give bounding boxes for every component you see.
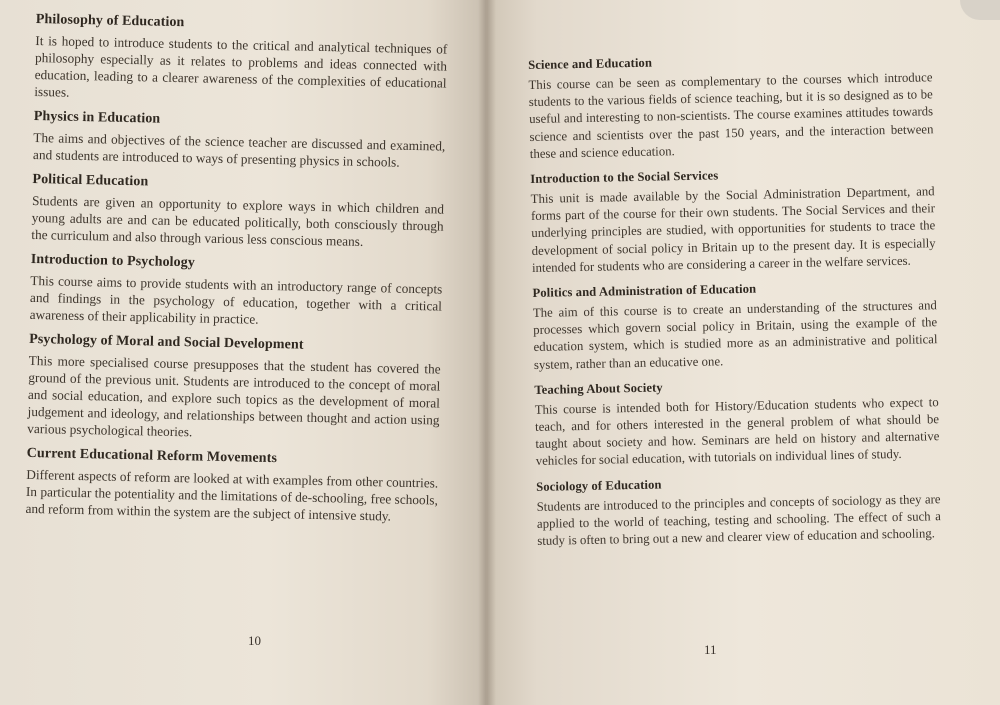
course-section (536, 472, 941, 550)
course-heading: Politics and Administration of Education (532, 281, 757, 300)
course-description: This course aims to provide students with an introductory range of concepts and findings in the psychology of education, together with a critical awareness of their applicability in practice. (29, 272, 443, 327)
left-page-content (25, 12, 448, 535)
course-description: The aim of this course is to create an understanding of the structures and processes which govern social policy in Britain, using the example of the education system, which is studied more as an administrative and political system, rather than an educative one. (532, 298, 938, 372)
course-description: It is hoped to introduce students to the critical and analytical techniques of philosophy especially as it relates to problems and ideas connected with education, leading to a clearer awareness of the complexities of educational issues. (34, 32, 448, 100)
course-heading: Physics in Education (33, 108, 161, 127)
course-heading: Introduction to the Social Services (530, 168, 719, 186)
course-description: Different aspects of reform are looked at with examples from other countries. In particular the potentiality and the limitations of de-schooling, free schools, and reform from within the system are the subject of intensive study. (25, 466, 439, 524)
course-description: This unit is made available by the Social Administration Department, and forms part of the course for their own students. The Social Services and their underlying principles are studied, with opportunities for students to trace the development of social policy in Britain up to the present day. It is especially intended for students who are considering a career in the welfare services. (530, 184, 936, 275)
course-heading: Science and Education (528, 55, 653, 72)
course-description: The aims and objectives of the science teacher are discussed and examined, and students are introduced to ways of presenting physics in schools. (32, 129, 446, 170)
course-heading: Philosophy of Education (35, 12, 185, 31)
course-heading: Introduction to Psychology (30, 251, 196, 271)
course-section (530, 164, 936, 277)
course-heading: Psychology of Moral and Social Development (28, 331, 304, 353)
course-section (31, 172, 444, 252)
course-section (29, 252, 442, 332)
course-description: This more specialised course presupposes that the student has covered the ground of the previous unit. Students are introduced to the concept of moral and social education, and explore such topics as the development of moral judgement and ideology, and relationships between thought and action using various psychological theories. (27, 352, 441, 440)
course-description: Students are introduced to the principles and concepts of sociology as they are applied to the world of teaching, testing and schooling. The effect of such a study is often to bring out a new and clearer view of education and schooling. (536, 491, 942, 548)
course-description: This course is intended both for History/Education students who expect to teach, and for others interested in the general problem of what should be taught about society and how. Seminars are held on history and alternative vehicles for social education, with tutorials on individual lines of study. (534, 395, 940, 469)
right-page-content (528, 50, 942, 559)
course-section (34, 12, 448, 109)
course-description: This course can be seen as complementary to the courses which introduce students to the various fields of science teaching, but it is so designed as to be useful and interesting to non-scientists. The course examines attitudes towards science and scientists over the past 150 years, and the interaction between these and science education. (528, 70, 934, 161)
course-section (27, 332, 441, 446)
course-heading: Political Education (32, 171, 149, 190)
course-heading: Sociology of Education (536, 477, 662, 494)
course-heading: Teaching About Society (534, 380, 663, 397)
course-section (528, 50, 934, 163)
course-section (532, 278, 938, 374)
course-description: Students are given an opportunity to explore ways in which children and young adults are and can be educated politically, both consciously through the curriculum and also through various less conscious means. (31, 192, 445, 249)
course-section (33, 109, 446, 172)
page-number-left: 10 (248, 633, 261, 648)
page-number-right: 11 (704, 642, 717, 657)
course-section (25, 446, 438, 526)
course-heading: Current Educational Reform Movements (26, 445, 278, 467)
course-section (534, 375, 940, 471)
book-gutter (478, 0, 496, 705)
